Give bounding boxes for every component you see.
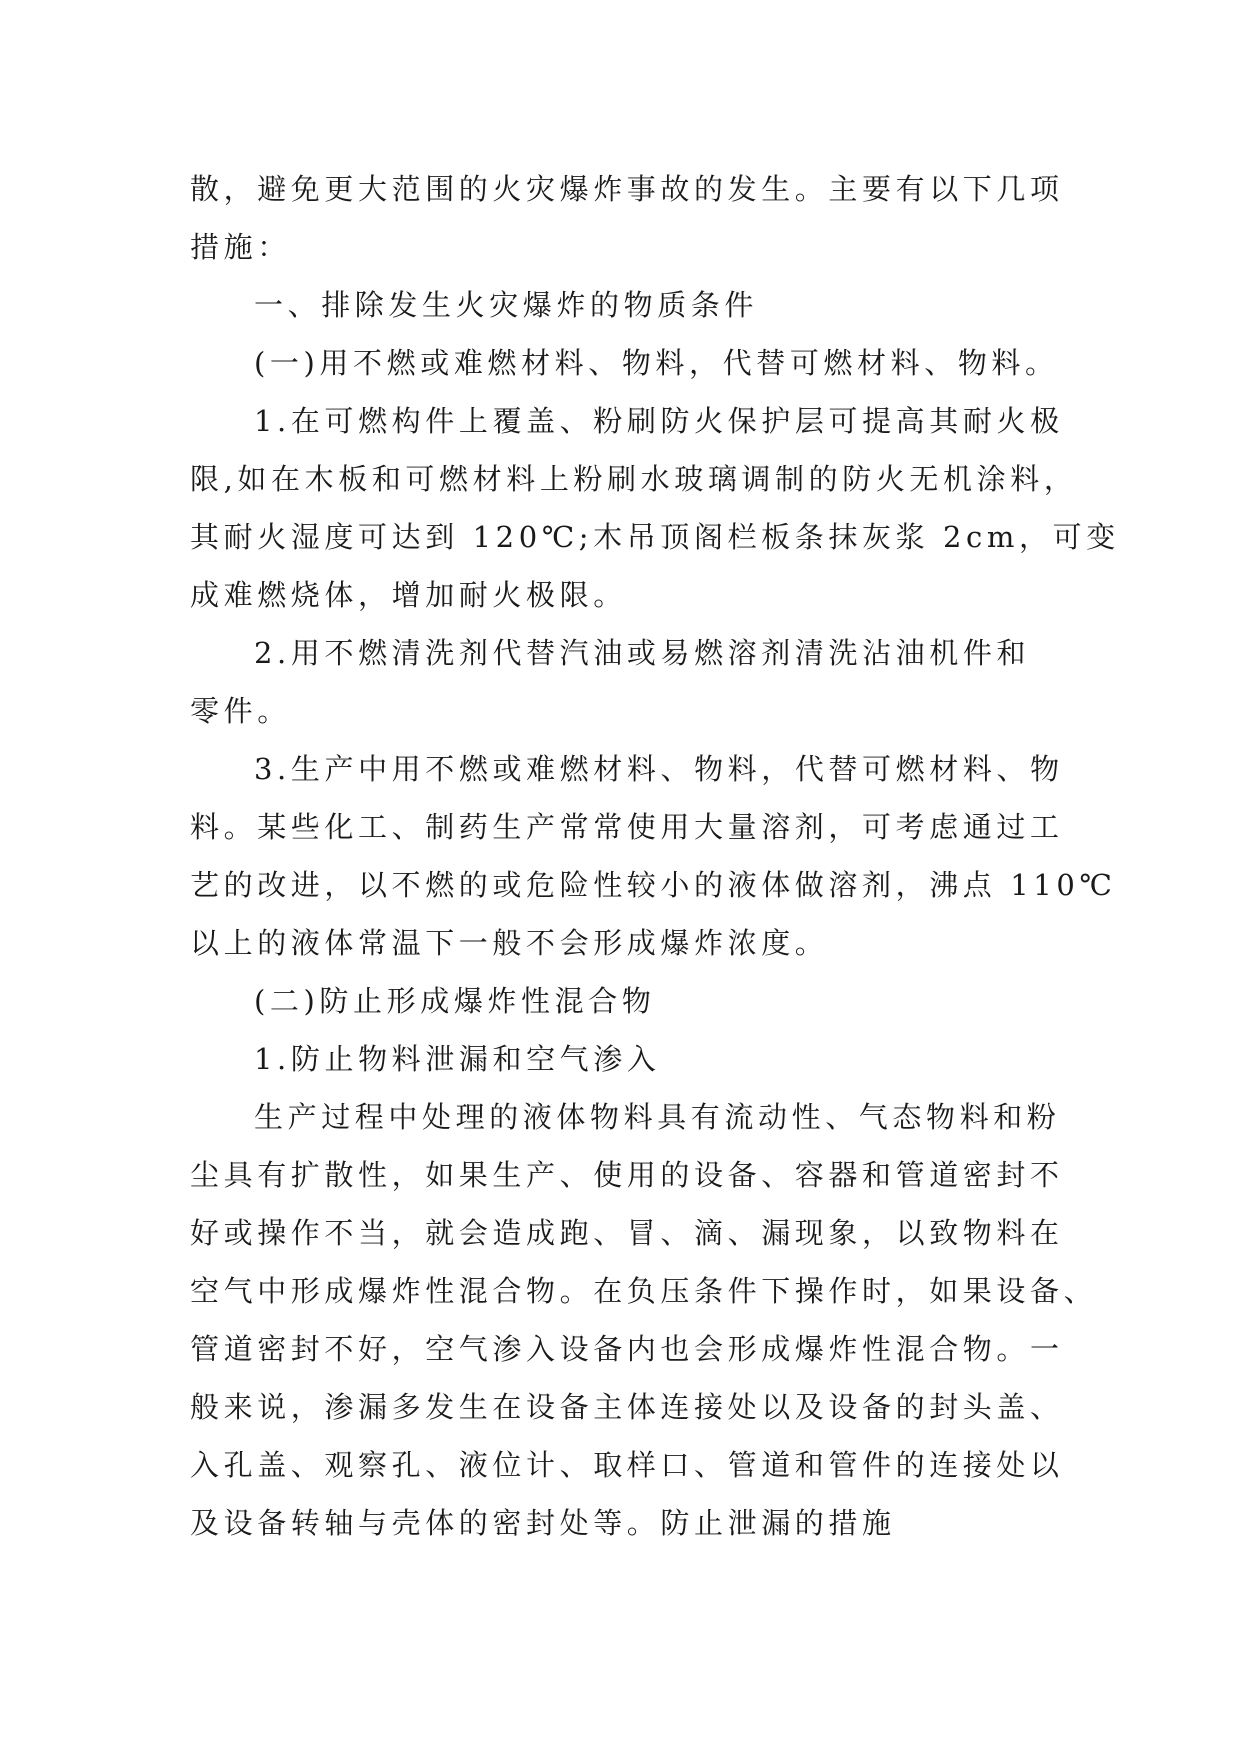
text-line: 尘具有扩散性，如果生产、使用的设备、容器和管道密封不 <box>190 1158 1064 1192</box>
text-line: 空气中形成爆炸性混合物。在负压条件下操作时，如果设备、 <box>190 1274 1098 1308</box>
text-line: 及设备转轴与壳体的密封处等。防止泄漏的措施 <box>190 1506 896 1540</box>
document-body <box>190 160 1120 1552</box>
text-line: 限,如在木板和可燃材料上粉刷水玻璃调制的防火无机涂料， <box>190 462 1078 496</box>
text-line: 般来说，渗漏多发生在设备主体连接处以及设备的封头盖、 <box>190 1390 1064 1424</box>
text-line: 3.生产中用不燃或难燃材料、物料，代替可燃材料、物 <box>254 752 1064 786</box>
text-line: 好或操作不当，就会造成跑、冒、滴、漏现象，以致物料在 <box>190 1216 1064 1250</box>
text-line: (一)用不燃或难燃材料、物料，代替可燃材料、物料。 <box>254 346 1059 380</box>
text-line: 1.防止物料泄漏和空气渗入 <box>254 1042 661 1076</box>
text-line: (二)防止形成爆炸性混合物 <box>254 984 656 1018</box>
text-line: 以上的液体常温下一般不会形成爆炸浓度。 <box>190 926 829 960</box>
text-line: 零件。 <box>190 694 291 728</box>
text-line: 一、排除发生火灾爆炸的物质条件 <box>254 288 759 322</box>
text-line: 其耐火湿度可达到 120℃;木吊顶阁栏板条抹灰浆 2cm，可变 <box>190 520 1120 554</box>
text-line: 入孔盖、观察孔、液位计、取样口、管道和管件的连接处以 <box>190 1448 1064 1482</box>
text-line: 2.用不燃清洗剂代替汽油或易燃溶剂清洗沾油机件和 <box>254 636 1031 670</box>
text-line: 措施： <box>190 230 291 264</box>
text-line: 料。某些化工、制药生产常常使用大量溶剂，可考虑通过工 <box>190 810 1064 844</box>
text-line: 艺的改进，以不燃的或危险性较小的液体做溶剂，沸点 110℃ <box>190 868 1117 902</box>
text-line: 1.在可燃构件上覆盖、粉刷防火保护层可提高其耐火极 <box>254 404 1064 438</box>
text-line: 成难燃烧体，增加耐火极限。 <box>190 578 627 612</box>
text-line: 散，避免更大范围的火灾爆炸事故的发生。主要有以下几项 <box>190 172 1064 206</box>
text-line: 生产过程中处理的液体物料具有流动性、气态物料和粉 <box>254 1100 1061 1134</box>
text-line: 管道密封不好，空气渗入设备内也会形成爆炸性混合物。一 <box>190 1332 1064 1366</box>
